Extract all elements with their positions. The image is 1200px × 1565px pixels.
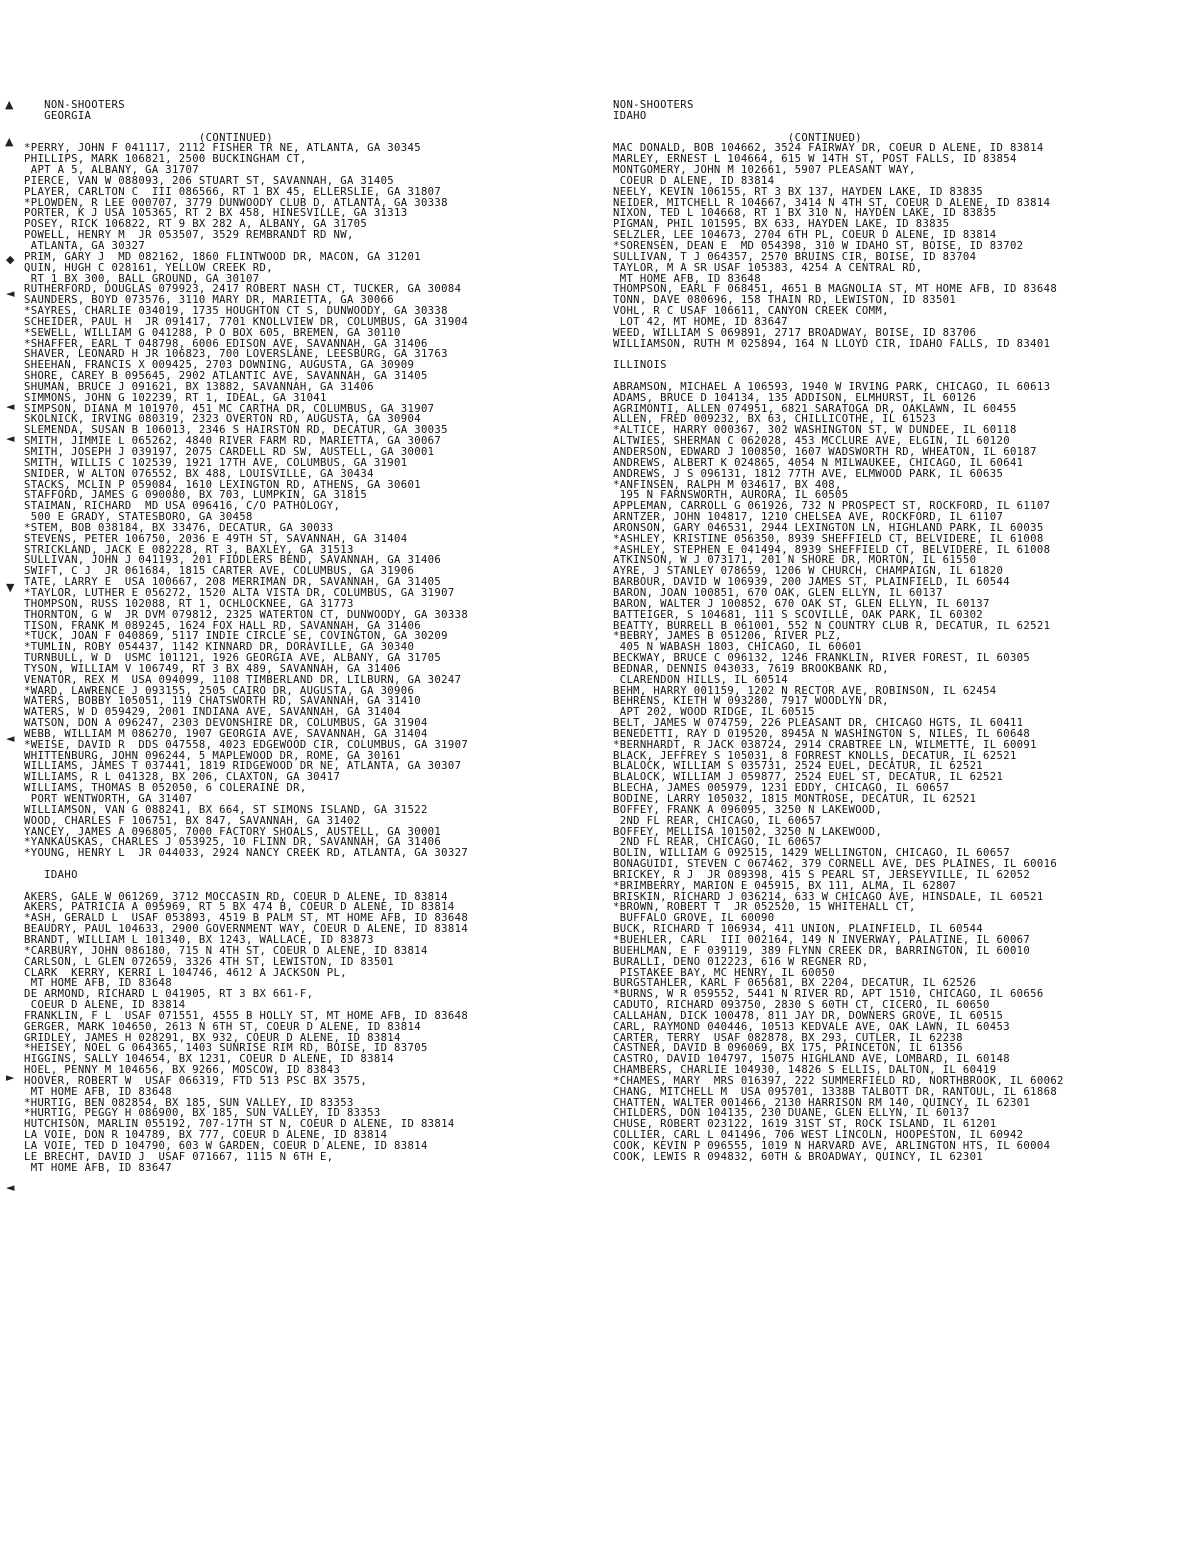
- listing-line: SELZLER, LEE 104673, 2704 6TH PL, COEUR D ALENE, ID 83814: [613, 229, 997, 242]
- listing-line: WATERS, W D 059429, 2001 INDIANA AVE, SAVANNAH, GA 31404: [24, 706, 401, 719]
- listing-line: NON-SHOOTERS: [24, 99, 125, 111]
- listing-line: MAC DONALD, BOB 104662, 3524 FAIRWAY DR, COEUR D ALENE, ID 83814: [613, 142, 1044, 155]
- listing-line: *TUCK, JOAN F 040869, 5117 INDIE CIRCLE SE, COVINGTON, GA 30209: [24, 630, 448, 643]
- listing-line: BUEHLMAN, E F 039119, 389 FLYNN CREEK DR, BARRINGTON, IL 60010: [613, 944, 1031, 957]
- listing-line: WOOD, CHARLES F 106751, BX 847, SAVANNAH, GA 31402: [24, 814, 361, 827]
- listing-line: *ANFINSEN, RALPH M 034617, BX 408,: [613, 478, 842, 491]
- listing-line: THOMPSON, RUSS 102088, RT 1, OCHLOCKNEE, GA 31773: [24, 597, 354, 610]
- listing-line: SIMPSON, DIANA M 101970, 451 MC CARTHA DR, COLUMBUS, GA 31907: [24, 402, 435, 415]
- listing-line: BURGSTAHLER, KARL F 065681, BX 2204, DECATUR, IL 62526: [613, 977, 977, 990]
- listing-line: TAYLOR, M A SR USAF 105383, 4254 A CENTRAL RD,: [613, 261, 923, 274]
- listing-line: [24, 122, 594, 133]
- listing-line: BODINE, LARRY 105032, 1815 MONTROSE, DECATUR, IL 62521: [613, 793, 977, 805]
- listing-line: SMITH, JIMMIE L 065262, 4840 RIVER FARM RD, MARIETTA, GA 30067: [24, 435, 442, 448]
- listing-line: BEHM, HARRY 001159, 1202 N RECTOR AVE, ROBINSON, IL 62454: [613, 684, 997, 697]
- listing-line: SIMMONS, JOHN G 102239, RT 1, IDEAL, GA 31041: [24, 391, 327, 404]
- listing-line: HOOVER, ROBERT W USAF 066319, FTD 513 PSC BX 3575,: [24, 1074, 368, 1087]
- listing-line: GRIDLEY, JAMES H 028291, BX 932, COEUR D ALENE, ID 83814: [24, 1031, 401, 1044]
- listing-line: *BERNHARDT, R JACK 038724, 2914 CRABTREE LN, WILMETTE, IL 60091: [613, 738, 1037, 751]
- listing-line: SNIDER, W ALTON 076552, BX 488, LOUISVILLE, GA 30434: [24, 467, 374, 480]
- listing-line: *PERRY, JOHN F 041117, 2112 FISHER TR NE, ATLANTA, GA 30345: [24, 142, 421, 155]
- listing-line: ANDERSON, EDWARD J 100850, 1607 WADSWORTH RD, WHEATON, IL 60187: [613, 446, 1037, 458]
- listing-line: *BURNS, W R 059552, 5441 N RIVER RD, APT 1510, CHICAGO, IL 60656: [613, 988, 1044, 1001]
- listing-line: NIXON, TED L 104668, RT 1 BX 310 N, HAYDEN LAKE, ID 83835: [613, 207, 997, 220]
- listing-line: PHILLIPS, MARK 106821, 2500 BUCKINGHAM CT,: [24, 153, 307, 166]
- listing-line: PLAYER, CARLTON C III 086566, RT 1 BX 45, ELLERSLIE, GA 31807: [24, 185, 442, 198]
- listing-line: BEATTY, BURRELL B 061001, 552 N COUNTRY CLUB R, DECATUR, IL 62521: [613, 619, 1051, 632]
- listing-line: BARON, JOAN 100851, 670 OAK, GLEN ELLYN, IL 60137: [613, 586, 943, 599]
- listing-line: MT HOME AFB, ID 83648: [613, 272, 762, 285]
- listing-line: STRICKLAND, JACK E 082228, RT 3, BAXLEY, GA 31513: [24, 543, 354, 556]
- listing-line: WATSON, DON A 096247, 2303 DEVONSHIRE DR, COLUMBUS, GA 31904: [24, 717, 428, 730]
- listing-line: *YANKAUSKAS, CHARLES J 053925, 10 FLINN DR, SAVANNAH, GA 31406: [24, 836, 442, 849]
- listing-line: CASTRO, DAVID 104797, 15075 HIGHLAND AVE, LOMBARD, IL 60148: [613, 1053, 1010, 1066]
- listing-line: *BRIMBERRY, MARION E 045915, BX 111, ALMA, IL 62807: [613, 879, 957, 892]
- listing-line: ABRAMSON, MICHAEL A 106593, 1940 W IRVING PARK, CHICAGO, IL 60613: [613, 380, 1051, 393]
- listing-line: 2ND FL REAR, CHICAGO, IL 60657: [613, 814, 822, 827]
- listing-line: TYSON, WILLIAM V 106749, RT 3 BX 489, SAVANNAH, GA 31406: [24, 662, 401, 675]
- listing-line: ILLINOIS: [613, 359, 667, 372]
- listing-line: *TUMLIN, ROBY 054437, 1142 KINNARD DR, DORAVILLE, GA 30340: [24, 641, 415, 654]
- listing-line: *SORENSEN, DEAN E MD 054398, 310 W IDAHO ST, BOISE, ID 83702: [613, 239, 1024, 252]
- listing-line: SHUMAN, BRUCE J 091621, BX 13882, SAVANNAH, GA 31406: [24, 380, 374, 393]
- listing-line: GEORGIA: [24, 109, 92, 122]
- listing-line: SHORE, CAREY B 095645, 2902 ATLANTIC AVE, SAVANNAH, GA 31405: [24, 370, 428, 383]
- listing-line: CALLAHAN, DICK 100478, 811 JAY DR, DOWNERS GROVE, IL 60515: [613, 1009, 1004, 1022]
- listing-line: *BEBRY, JAMES B 051206, RIVER PLZ,: [613, 630, 842, 643]
- listing-line: (CONTINUED): [24, 131, 273, 144]
- listing-line: SKOLNICK, IRVING 080319, 2323 OVERTON RD, AUGUSTA, GA 30904: [24, 413, 421, 426]
- listing-line: BARBOUR, DAVID W 106939, 200 JAMES ST, PLAINFIELD, IL 60544: [613, 576, 1010, 589]
- listing-line: *CARBURY, JOHN 086180, 715 N 4TH ST, COEUR D ALENE, ID 83814: [24, 944, 428, 957]
- listing-line: ANDREWS, ALBERT K 024865, 4054 N MILWAUKEE, CHICAGO, IL 60641: [613, 456, 1024, 469]
- listing-line: *ASHLEY, KRISTINE 056350, 8939 SHEFFIELD CT, BELVIDERE, IL 61008: [613, 532, 1044, 545]
- listing-line: MT HOME AFB, ID 83648: [24, 977, 173, 990]
- arrow-mark-icon: ▲: [5, 135, 14, 148]
- listing-line: WILLIAMS, JAMES T 037441, 1819 RIDGEWOOD DR NE, ATLANTA, GA 30307: [24, 760, 462, 773]
- listing-line: BEHRENS, KIETH W 093280, 7917 WOODLYN DR,: [613, 695, 889, 708]
- listing-line: FRANKLIN, F L USAF 071551, 4555 B HOLLY ST, MT HOME AFB, ID 83648: [24, 1009, 469, 1022]
- listing-line: *CHAMES, MARY MRS 016397, 222 SUMMERFIELD RD, NORTHBROOK, IL 60062: [613, 1074, 1064, 1087]
- listing-line: BUCK, RICHARD T 106934, 411 UNION, PLAINFIELD, IL 60544: [613, 923, 984, 936]
- listing-line: *WEISE, DAVID R DDS 047558, 4023 EDGEWOOD CIR, COLUMBUS, GA 31907: [24, 738, 469, 751]
- listing-line: ATLANTA, GA 30327: [24, 239, 146, 252]
- listing-line: GERGER, MARK 104650, 2613 N 6TH ST, COEUR D ALENE, ID 83814: [24, 1020, 421, 1033]
- listing-line: STAFFORD, JAMES G 090080, BX 703, LUMPKIN, GA 31815: [24, 489, 368, 502]
- listing-line: *HEISEY, NOEL G 064365, 1403 SUNRISE RIM RD, BOISE, ID 83705: [24, 1042, 428, 1055]
- listing-line: MARLEY, ERNEST L 104664, 615 W 14TH ST, POST FALLS, ID 83854: [613, 153, 1017, 166]
- listing-line: PIERCE, VAN W 088093, 206 STUART ST, SAVANNAH, GA 31405: [24, 174, 395, 187]
- listing-line: PIGMAN, PHIL 101595, BX 633, HAYDEN LAKE, ID 83835: [613, 218, 950, 231]
- listing-line: TURNBULL, W D USMC 101121, 1926 GEORGIA AVE, ALBANY, GA 31705: [24, 652, 442, 665]
- listing-line: MT HOME AFB, ID 83647: [24, 1161, 173, 1174]
- arrow-mark-icon: ▼: [6, 581, 15, 594]
- listing-line: *PLOWDEN, R LEE 000707, 3779 DUNWOODY CLUB D, ATLANTA, GA 30338: [24, 196, 448, 209]
- listing-line: WILLIAMS, R L 041328, BX 206, CLAXTON, GA 30417: [24, 771, 341, 784]
- listing-line: SAUNDERS, BOYD 073576, 3110 MARY DR, MARIETTA, GA 30066: [24, 294, 395, 307]
- listing-line: SULLIVAN, JOHN J 041193, 201 FIDDLERS BEND, SAVANNAH, GA 31406: [24, 554, 442, 567]
- listing-line: POWELL, HENRY M JR 053507, 3529 REMBRANDT RD NW,: [24, 229, 354, 242]
- listing-line: *SAYRES, CHARLIE 034019, 1735 HOUGHTON CT S, DUNWOODY, GA 30338: [24, 305, 448, 318]
- listing-line: SCHEIDER, PAUL H JR 091417, 7701 KNOLLVIEW DR, COLUMBUS, GA 31904: [24, 315, 469, 328]
- listing-line: LA VOIE, TED D 104790, 603 W GARDEN, COEUR D ALENE, ID 83814: [24, 1140, 428, 1152]
- listing-line: [24, 881, 594, 892]
- listing-line: ANDREWS, J S 096131, 1812 77TH AVE, ELMWOOD PARK, IL 60635: [613, 467, 1004, 480]
- listing-line: *TAYLOR, LUTHER E 056272, 1520 ALTA VISTA DR, COLUMBUS, GA 31907: [24, 586, 455, 599]
- arrow-mark-icon: ◄: [6, 400, 15, 413]
- listing-line: SHEEHAN, FRANCIS X 009425, 2703 DOWNING, AUGUSTA, GA 30909: [24, 359, 415, 372]
- listing-line: WATERS, BOBBY 105051, 119 CHATSWORTH RD, SAVANNAH, GA 31410: [24, 695, 421, 708]
- listing-line: PISTAKEE BAY, MC HENRY, IL 60050: [613, 966, 836, 979]
- listing-line: MONTGOMERY, JOHN M 102661, 5907 PLEASANT WAY,: [613, 164, 916, 177]
- listing-line: *WARD, LAWRENCE J 093155, 2505 CAIRO DR, AUGUSTA, GA 30906: [24, 684, 415, 697]
- listing-line: *SEWELL, WILLIAM G 041288, P O BOX 605, BREMEN, GA 30110: [24, 326, 401, 339]
- listing-line: APPLEMAN, CARROLL G 061926, 732 N PROSPECT ST, ROCKFORD, IL 61107: [613, 500, 1051, 513]
- listing-line: *SHAFFER, EARL T 048798, 6006 EDISON AVE, SAVANNAH, GA 31406: [24, 337, 428, 350]
- listing-line: VENATOR, REX M USA 094099, 1108 TIMBERLAND DR, LILBURN, GA 30247: [24, 673, 462, 686]
- arrow-mark-icon: ◄: [6, 287, 15, 300]
- listing-line: BOFFEY, MELLISA 101502, 3250 N LAKEWOOD,: [613, 825, 883, 838]
- listing-line: AGRIMONTI, ALLEN 074951, 6821 SARATOGA DR, OAKLAWN, IL 60455: [613, 402, 1017, 415]
- listing-line: CADUTO, RICHARD 093750, 2830 S 60TH CT, CICERO, IL 60650: [613, 999, 990, 1012]
- listing-line: LOT 42, MT HOME, ID 83647: [613, 315, 788, 328]
- listing-line: ARNTZER, JOHN 104817, 1210 CHELSEA AVE, ROCKFORD, IL 61107: [613, 511, 1004, 524]
- listing-line: ATKINSON, W J 073171, 201 N SHORE DR, MORTON, IL 61550: [613, 554, 977, 567]
- listing-line: 195 N FARNSWORTH, AURORA, IL 60505: [613, 489, 849, 502]
- listing-line: BRICKEY, R J JR 089398, 415 S PEARL ST, JERSEYVILLE, IL 62052: [613, 868, 1031, 881]
- listing-line: CLARENDON HILLS, IL 60514: [613, 673, 788, 686]
- listing-line: WILLIAMSON, RUTH M 025894, 164 N LLOYD CIR, IDAHO FALLS, ID 83401: [613, 337, 1051, 350]
- listing-line: BLECHA, JAMES 005979, 1231 EDDY, CHICAGO, IL 60657: [613, 782, 950, 795]
- listing-line: COEUR D ALENE, ID 83814: [24, 999, 186, 1012]
- listing-line: TONN, DAVE 080696, 158 THAIN RD, LEWISTON, ID 83501: [613, 294, 957, 307]
- listing-line: BLACK, JEFFREY S 105031, 8 FORREST KNOLLS, DECATUR, IL 62521: [613, 749, 1017, 762]
- listing-line: COEUR D ALENE, ID 83814: [613, 174, 775, 187]
- listing-line: HUTCHISON, MARLIN 055192, 707-17TH ST N, COEUR D ALENE, ID 83814: [24, 1118, 455, 1131]
- listing-line: CLARK KERRY, KERRI L 104746, 4612 A JACKSON PL,: [24, 966, 347, 979]
- listing-line: BLALOCK, WILLIAM J 059877, 2524 EUEL ST, DECATUR, IL 62521: [613, 771, 1004, 784]
- listing-line: AYRE, J STANLEY 078659, 1206 W CHURCH, CHAMPAIGN, IL 61820: [613, 565, 1004, 578]
- listing-line: SULLIVAN, T J 064357, 2570 BRUINS CIR, BOISE, ID 83704: [613, 250, 977, 263]
- listing-line: COLLIER, CARL L 041496, 706 WEST LINCOLN, HOOPESTON, IL 60942: [613, 1129, 1024, 1142]
- arrow-mark-icon: ►: [6, 1071, 15, 1084]
- listing-line: [613, 349, 1193, 360]
- listing-line: IDAHO: [24, 868, 78, 881]
- listing-line: NEIDER, MITCHELL R 104667, 3414 N 4TH ST, COEUR D ALENE, ID 83814: [613, 196, 1051, 209]
- listing-line: BOLIN, WILLIAM G 092515, 1429 WELLINGTON, CHICAGO, IL 60657: [613, 847, 1010, 860]
- listing-line: VOHL, R C USAF 106611, CANYON CREEK COMM,: [613, 305, 889, 318]
- listing-line: CHATTEN, WALTER 001466, 2130 HARRISON RM 140, QUINCY, IL 62301: [613, 1096, 1031, 1109]
- listing-line: (CONTINUED): [613, 131, 862, 144]
- listing-line: WEBB, WILLIAM M 086270, 1907 GEORGIA AVE, SAVANNAH, GA 31404: [24, 727, 428, 740]
- listing-line: BEDNAR, DENNIS 043033, 7619 BROOKBANK RD,: [613, 662, 889, 675]
- listing-line: *YOUNG, HENRY L JR 044033, 2924 NANCY CREEK RD, ATLANTA, GA 30327: [24, 847, 469, 860]
- listing-line: SLEMENDA, SUSAN B 106013, 2346 S HAIRSTON RD, DECATUR, GA 30035: [24, 424, 448, 437]
- listing-line: BRISKIN, RICHARD J 036214, 633 W CHICAGO AVE, HINSDALE, IL 60521: [613, 890, 1044, 903]
- listing-line: *BUEHLER, CARL III 002164, 149 N INVERWAY, PALATINE, IL 60067: [613, 933, 1031, 946]
- listing-line: RT 1 BX 300, BALL GROUND, GA 30107: [24, 272, 260, 285]
- listing-line: HOEL, PENNY M 104656, BX 9266, MOSCOW, ID 83843: [24, 1064, 341, 1077]
- listing-line: *STEM, BOB 038184, BX 33476, DECATUR, GA 30033: [24, 521, 334, 534]
- listing-line: *HURTIG, BEN 082854, BX 185, SUN VALLEY, ID 83353: [24, 1096, 354, 1109]
- listing-line: COOK, LEWIS R 094832, 60TH & BROADWAY, QUINCY, IL 62301: [613, 1150, 984, 1163]
- listing-line: AKERS, PATRICIA A 095969, RT 5 BX 474 B, COEUR D ALENE, ID 83814: [24, 901, 455, 914]
- listing-line: RUTHERFORD, DOUGLAS 079923, 2417 ROBERT NASH CT, TUCKER, GA 30084: [24, 283, 462, 296]
- listing-line: BARON, WALTER J 100852, 670 OAK ST, GLEN ELLYN, IL 60137: [613, 597, 990, 610]
- listing-line: CARLSON, L GLEN 072659, 3326 4TH ST, LEWISTON, ID 83501: [24, 955, 395, 968]
- listing-line: ALLEN, FRED 009232, BX 63, CHILLICOTHE, IL 61523: [613, 413, 936, 426]
- listing-line: THOMPSON, EARL F 068451, 4651 B MAGNOLIA ST, MT HOME AFB, ID 83648: [613, 283, 1058, 296]
- listing-line: BRANDT, WILLIAM L 101340, BX 1243, WALLACE, ID 83873: [24, 933, 374, 946]
- listing-line: STACKS, MCLIN P 059084, 1610 LEXINGTON RD, ATHENS, GA 30601: [24, 478, 421, 491]
- listing-line: PORTER, K J USA 105365, RT 2 BX 458, HINESVILLE, GA 31313: [24, 207, 408, 220]
- listing-line: BLALOCK, WILLIAM S 035731, 2524 EUEL, DECATUR, IL 62521: [613, 760, 984, 773]
- listing-line: CARL, RAYMOND 040446, 10513 KEDVALE AVE, OAK LAWN, IL 60453: [613, 1020, 1010, 1033]
- listing-line: AKERS, GALE W 061269, 3712 MOCCASIN RD, COEUR D ALENE, ID 83814: [24, 890, 448, 903]
- listing-line: YANCEY, JAMES A 096805, 7000 FACTORY SHOALS, AUSTELL, GA 30001: [24, 825, 442, 838]
- listing-line: SMITH, WILLIS C 102539, 1921 17TH AVE, COLUMBUS, GA 31901: [24, 456, 408, 469]
- listing-line: PORT WENTWORTH, GA 31407: [24, 793, 193, 805]
- listing-line: THORNTON, G W JR DVM 079812, 2325 WATERTON CT, DUNWOODY, GA 30338: [24, 608, 469, 621]
- listing-line: QUIN, HUGH C 028161, YELLOW CREEK RD,: [24, 261, 273, 274]
- margin-marks: [0, 0, 24, 1565]
- listing-line: CHANG, MITCHELL M USA 095701, 1338B TALBOTT DR, RANTOUL, IL 61868: [613, 1085, 1058, 1098]
- listing-line: APT A 5, ALBANY, GA 31707: [24, 164, 199, 177]
- arrow-mark-icon: ▲: [5, 98, 14, 111]
- listing-line: 2ND FL REAR, CHICAGO, IL 60657: [613, 836, 822, 849]
- listing-line: ADAMS, BRUCE D 104134, 135 ADDISON, ELMHURST, IL 60126: [613, 391, 977, 404]
- listing-line: 405 N WABASH 1803, CHICAGO, IL 60601: [613, 641, 862, 654]
- listing-line: BATTEIGER, S 104681, 111 S SCOVILLE, OAK PARK, IL 60302: [613, 608, 984, 621]
- listing-line: NON-SHOOTERS: [613, 99, 694, 111]
- arrow-mark-icon: ◄: [6, 1181, 15, 1194]
- listing-line: PRIM, GARY J MD 082162, 1860 FLINTWOOD DR, MACON, GA 31201: [24, 250, 421, 263]
- listing-line: SWIFT, C J JR 061684, 1815 CARTER AVE, COLUMBUS, GA 31906: [24, 565, 415, 578]
- listing-line: WILLIAMSON, VAN G 088241, BX 664, ST SIMONS ISLAND, GA 31522: [24, 803, 428, 816]
- listing-line: BURALLI, DENO 012223, 616 W REGNER RD,: [613, 955, 869, 968]
- listing-line: WHITTENBURG, JOHN 096244, 5 MAPLEWOOD DR, ROME, GA 30161: [24, 749, 401, 762]
- listing-line: CHUSE, ROBERT 023122, 1619 31ST ST, ROCK ISLAND, IL 61201: [613, 1118, 997, 1131]
- listing-line: BEAUDRY, PAUL 104633, 2900 GOVERNMENT WAY, COEUR D ALENE, ID 83814: [24, 923, 469, 936]
- listing-line: WEED, WILLIAM S 069891, 2717 BROADWAY, BOISE, ID 83706: [613, 326, 977, 339]
- listing-line: [613, 122, 1193, 133]
- listing-line: BOFFEY, FRANK A 096095, 3250 N LAKEWOOD,: [613, 803, 883, 816]
- listing-line: BUFFALO GROVE, IL 60090: [613, 912, 775, 925]
- listing-line: [24, 859, 594, 870]
- listing-line: *ALTICE, HARRY 000367, 302 WASHINGTON ST, W DUNDEE, IL 60118: [613, 424, 1017, 437]
- listing-line: STAIMAN, RICHARD MD USA 096416, C/O PATHOLOGY,: [24, 500, 341, 513]
- listing-line: CHILDERS, DON 104135, 230 DUANE, GLEN ELLYN, IL 60137: [613, 1107, 970, 1120]
- listing-line: CASTNER, DAVID B 096069, BX 175, PRINCETON, IL 61356: [613, 1042, 963, 1055]
- listing-line: STEVENS, PETER 106750, 2036 E 49TH ST, SAVANNAH, GA 31404: [24, 532, 408, 545]
- listing-line: SMITH, JOSEPH J 039197, 2075 CARDELL RD SW, AUSTELL, GA 30001: [24, 446, 435, 458]
- listing-line: BENEDETTI, RAY D 019520, 8945A N WASHINGTON S, NILES, IL 60648: [613, 727, 1031, 740]
- listing-line: TATE, LARRY E USA 100667, 208 MERRIMAN DR, SAVANNAH, GA 31405: [24, 576, 442, 589]
- listing-line: CARTER, TERRY USAF 082878, BX 293, CUTLER, IL 62238: [613, 1031, 963, 1044]
- listing-line: POSEY, RICK 106822, RT 9 BX 282 A, ALBANY, GA 31705: [24, 218, 368, 231]
- listing-line: ALTWIES, SHERMAN C 062028, 453 MCCLURE AVE, ELGIN, IL 60120: [613, 435, 1010, 448]
- listing-line: *ASH, GERALD L USAF 053893, 4519 B PALM ST, MT HOME AFB, ID 83648: [24, 912, 469, 925]
- listing-line: 500 E GRADY, STATESBORO, GA 30458: [24, 511, 253, 524]
- listing-line: BELT, JAMES W 074759, 226 PLEASANT DR, CHICAGO HGTS, IL 60411: [613, 717, 1024, 730]
- listing-line: BECKWAY, BRUCE C 096132, 1246 FRANKLIN, RIVER FOREST, IL 60305: [613, 652, 1031, 665]
- listing-line: *BROWN, ROBERT T JR 052520, 15 WHITEHALL CT,: [613, 901, 916, 914]
- listing-line: LE BRECHT, DAVID J USAF 071667, 1115 N 6TH E,: [24, 1150, 334, 1163]
- listing-line: MT HOME AFB, ID 83648: [24, 1085, 173, 1098]
- listing-line: APT 202, WOOD RIDGE, IL 60515: [613, 706, 815, 719]
- listing-line: HIGGINS, SALLY 104654, BX 1231, COEUR D ALENE, ID 83814: [24, 1053, 395, 1066]
- right-column: [613, 100, 1193, 1163]
- arrow-mark-icon: ◄: [6, 432, 15, 445]
- listing-line: IDAHO: [613, 109, 647, 122]
- listing-line: *HURTIG, PEGGY H 086900, BX 185, SUN VALLEY, ID 83353: [24, 1107, 381, 1120]
- listing-line: ARONSON, GARY 046531, 2944 LEXINGTON LN, HIGHLAND PARK, IL 60035: [613, 521, 1044, 534]
- listing-line: SHAVER, LEONARD H JR 106823, 700 LOVERSLANE, LEESBURG, GA 31763: [24, 348, 448, 361]
- listing-line: CHAMBERS, CHARLIE 104930, 14826 S ELLIS, DALTON, IL 60419: [613, 1064, 997, 1077]
- listing-line: TISON, FRANK M 089245, 1624 FOX HALL RD, SAVANNAH, GA 31406: [24, 619, 421, 632]
- arrow-mark-icon: ◄: [6, 732, 15, 745]
- listing-line: *ASHLEY, STEPHEN E 041494, 8939 SHEFFIELD CT, BELVIDERE, IL 61008: [613, 543, 1051, 556]
- listing-line: LA VOIE, DON R 104789, BX 777, COEUR D ALENE, ID 83814: [24, 1129, 388, 1142]
- left-column: [24, 100, 594, 1174]
- listing-line: WILLIAMS, THOMAS B 052050, 6 COLERAINE DR,: [24, 782, 307, 795]
- listing-line: BONAGUIDI, STEVEN C 067462, 379 CORNELL AVE, DES PLAINES, IL 60016: [613, 858, 1058, 871]
- listing-line: COOK, KEVIN P 096555, 1019 N HARVARD AVE, ARLINGTON HTS, IL 60004: [613, 1140, 1051, 1152]
- arrow-mark-icon: ◆: [6, 253, 15, 266]
- listing-line: NEELY, KEVIN 106155, RT 3 BX 137, HAYDEN LAKE, ID 83835: [613, 185, 984, 198]
- listing-line: DE ARMOND, RICHARD L 041905, RT 3 BX 661-F,: [24, 988, 314, 1001]
